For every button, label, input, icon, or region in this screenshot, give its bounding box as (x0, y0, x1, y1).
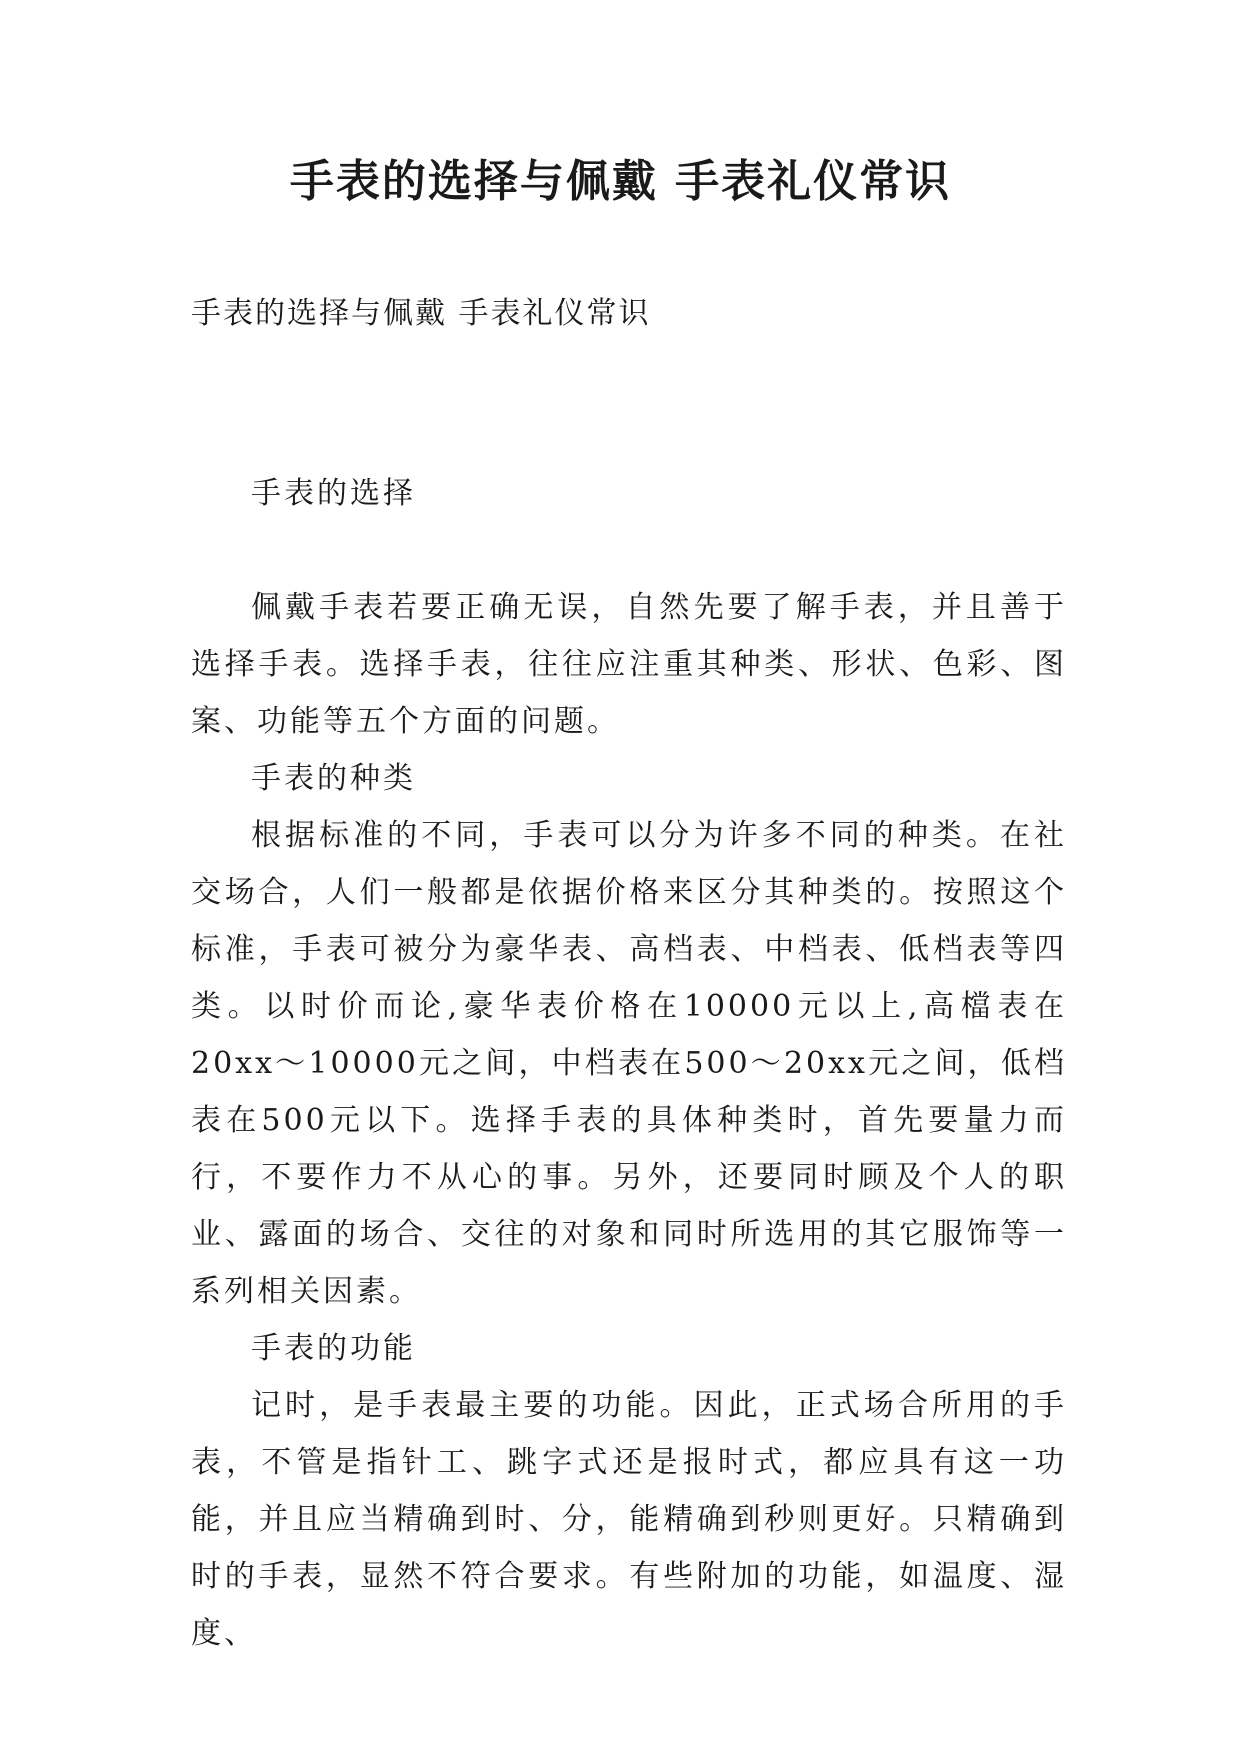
document-body (191, 465, 1067, 1662)
paragraph-types: 根据标准的不同，手表可以分为许多不同的种类。在社交场合，人们一般都是依据价格来区分其种类的。按照这个标准，手表可被分为豪华表、高档表、中档表、低档表等四类。以时价而论,豪华表价格在10000元以上,高檔表在20xx～10000元之间，中档表在500～20xx元之间，低档表在500元以下。选择手表的具体种类时，首先要量力而行，不要作力不从心的事。另外，还要同时顾及个人的职业、露面的场合、交往的对象和同时所选用的其它服饰等一系列相关因素。 (191, 818, 1067, 1309)
section-heading-function: 手表的功能 (251, 1331, 416, 1366)
document-subtitle: 手表的选择与佩戴 手表礼仪常识 (191, 296, 651, 331)
paragraph-function: 记时，是手表最主要的功能。因此，正式场合所用的手表，不管是指针工、跳字式还是报时式，都应具有这一功能，并且应当精确到时、分，能精确到秒则更好。只精确到时的手表，显然不符合要求。有些附加的功能，如温度、湿度、 (191, 1388, 1067, 1651)
document-title: 手表的选择与佩戴 手表礼仪常识 (289, 156, 952, 207)
paragraph-choice-intro: 佩戴手表若要正确无误，自然先要了解手表，并且善于选择手表。选择手表，往往应注重其种类、形状、色彩、图案、功能等五个方面的问题。 (191, 590, 1067, 739)
section-heading-choice: 手表的选择 (251, 476, 416, 511)
section-heading-types: 手表的种类 (251, 761, 416, 796)
